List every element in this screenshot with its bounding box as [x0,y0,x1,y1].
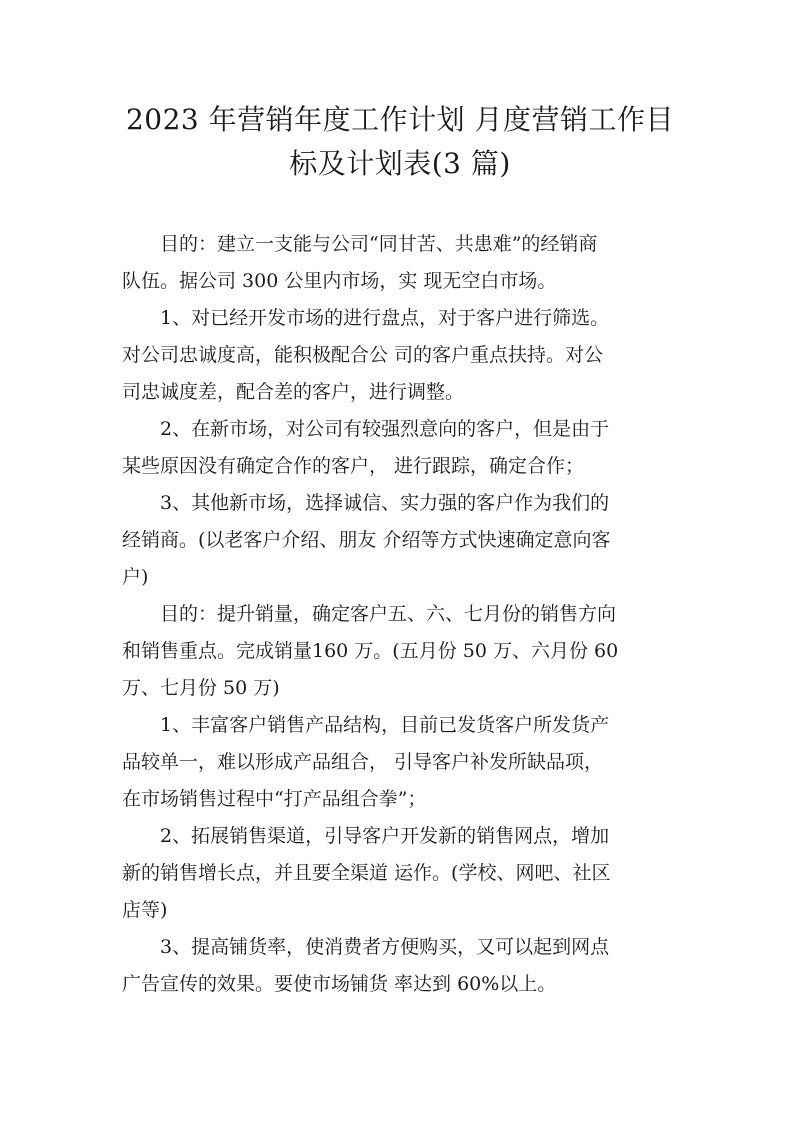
paragraph-line: 1、丰富客户销售产品结构，目前已发货客户所发货产 [160,714,610,736]
paragraph-line: 司忠诚度差，配合差的客户，进行调整。 [122,381,465,403]
paragraph-line: 品较单一，难以形成产品组合， 引导客户补发所缺品项， [122,751,604,773]
paragraph-line: 2、拓展销售渠道，引导客户开发新的销售网点，增加 [160,825,610,847]
paragraph-line: 广告宣传的效果。要使市场铺货 率达到 60%以上。 [122,973,557,995]
paragraph-line: 万、七月份 50 万) [122,677,280,699]
paragraph [122,485,692,596]
paragraph-line: 队伍。据公司 300 公里内市场，实 现无空白市场。 [122,270,557,292]
paragraph-line: 1、对已经开发市场的进行盘点，对于客户进行筛选。 [160,307,610,329]
paragraph-line: 3、其他新市场，选择诚信、实力强的客户作为我们的 [160,492,610,514]
paragraph-line: 新的销售增长点，并且要全渠道 运作。(学校、网吧、社区 [122,862,611,884]
paragraph [122,707,692,818]
paragraph-line: 目的：建立一支能与公司“同甘苦、共患难”的经销商 [160,233,598,255]
paragraph [122,411,692,485]
paragraph-line: 和销售重点。完成销量160 万。(五月份 50 万、六月份 60 [122,640,619,662]
paragraph [122,818,692,929]
paragraph [122,596,692,707]
paragraph-line: 经销商。(以老客户介绍、朋友 介绍等方式快速确定意向客 [122,529,611,551]
paragraph-line: 某些原因没有确定合作的客户， 进行跟踪，确定合作； [122,455,585,477]
document-title [100,98,700,186]
paragraph [122,300,692,411]
paragraph-line: 在市场销售过程中“打产品组合拳”； [122,788,427,810]
paragraph-line: 3、提高铺货率，使消费者方便购买，又可以起到网点 [160,936,610,958]
paragraph-line: 目的：提升销量，确定客户五、六、七月份的销售方向 [160,603,617,625]
document-body [122,226,692,1003]
title-line: 2023 年营销年度工作计划 月度营销工作目 [125,103,675,136]
paragraph-line: 对公司忠诚度高，能积极配合公 司的客户重点扶持。对公 [122,344,604,366]
paragraph-line: 2、在新市场，对公司有较强烈意向的客户，但是由于 [160,418,610,440]
paragraph-line: 户) [122,566,149,588]
paragraph [122,226,692,300]
paragraph-line: 店等) [122,899,168,921]
title-line: 标及计划表(3 篇) [289,147,511,180]
paragraph [122,929,692,1003]
